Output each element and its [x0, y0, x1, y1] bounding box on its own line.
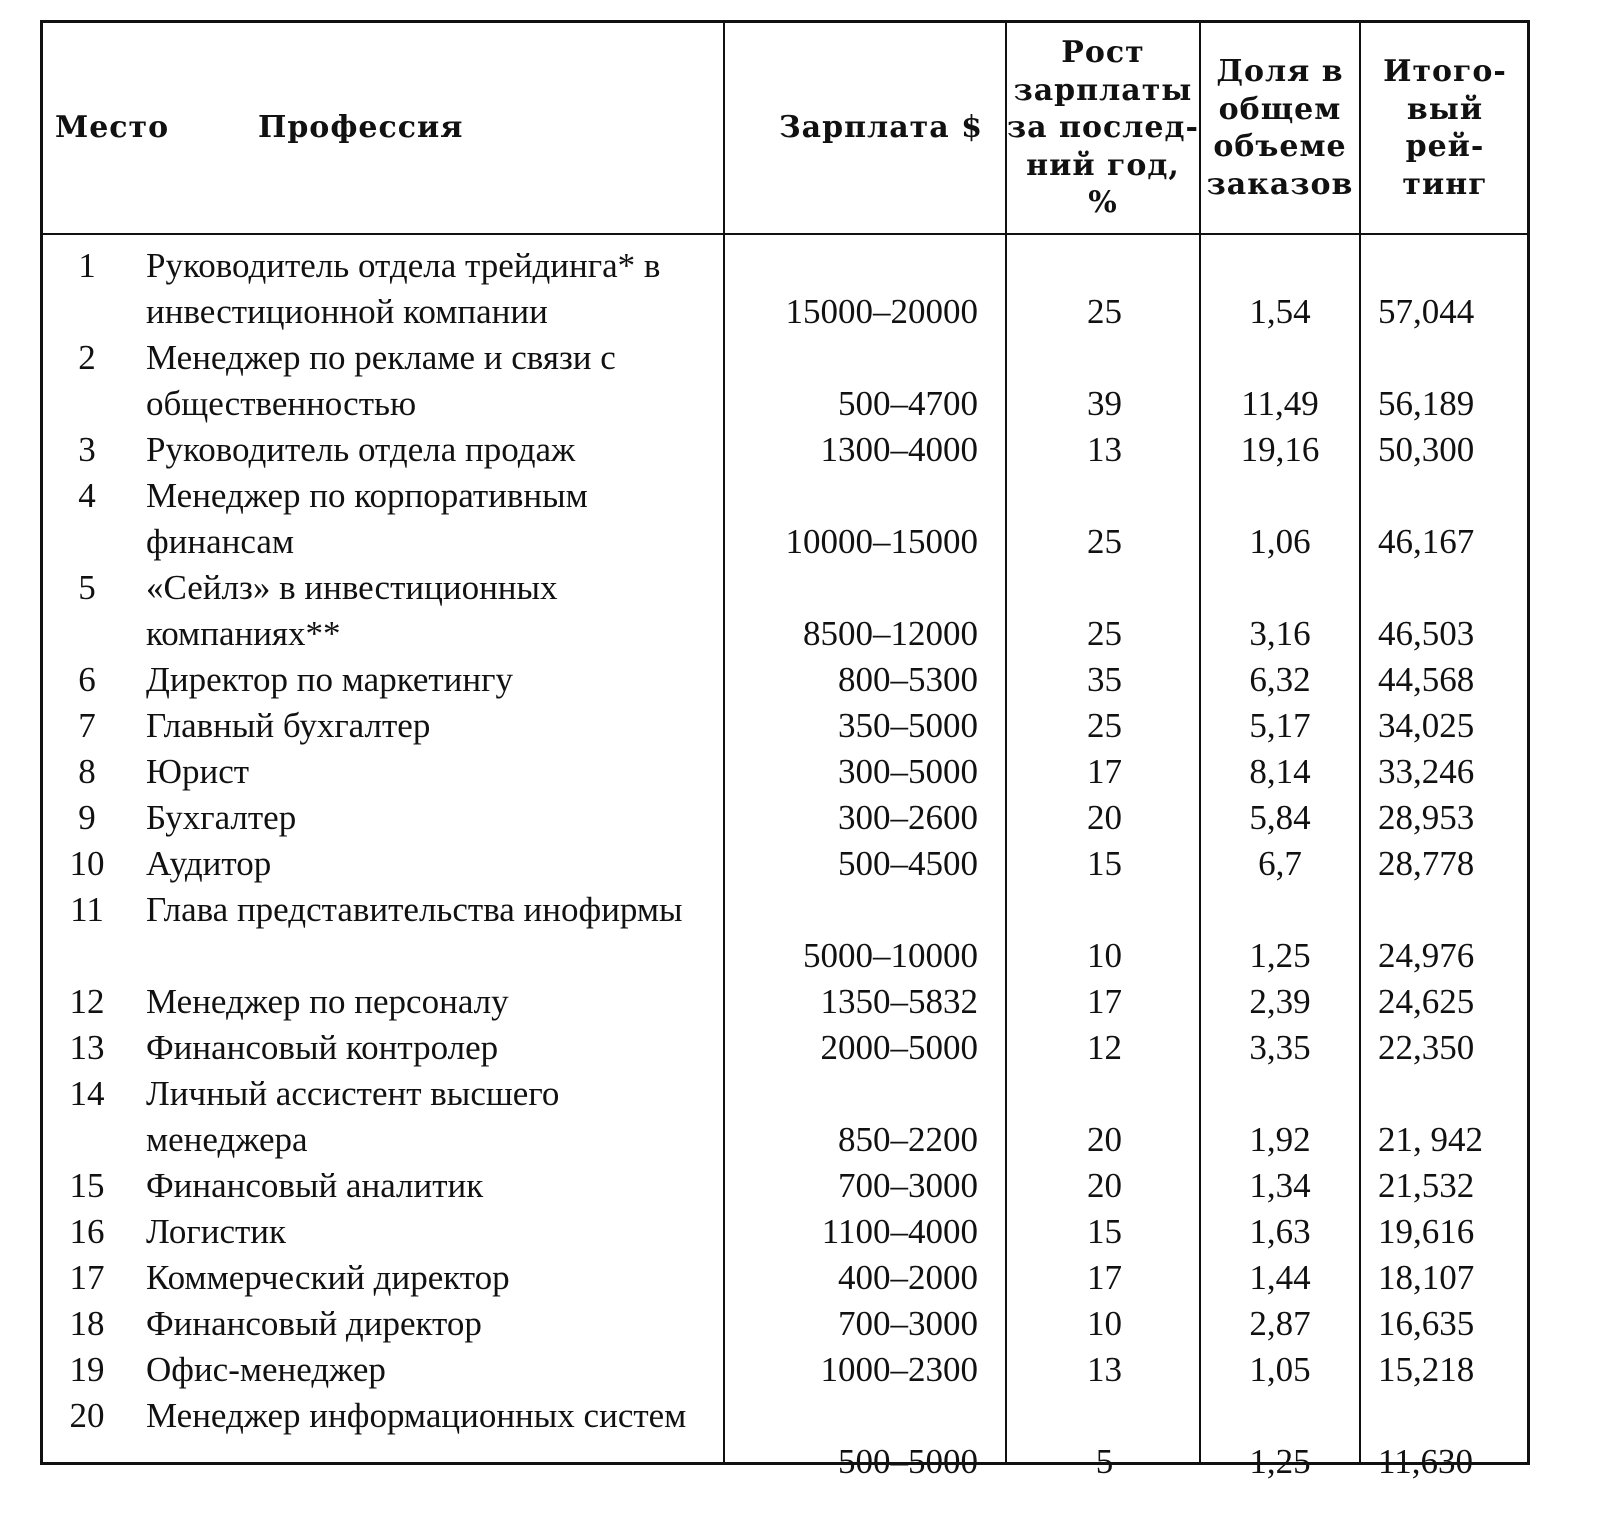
- share-cell: 6,32: [1249, 660, 1311, 699]
- salary-cell: 700–3000: [838, 1166, 978, 1205]
- rating-cell: 24,976: [1378, 936, 1475, 975]
- rating-cell: 28,953: [1378, 798, 1475, 837]
- profession-cell: Глава представительства инофирмы: [146, 890, 683, 929]
- profession-cell: Финансовый аналитик: [146, 1166, 484, 1205]
- growth-cell: 25: [1087, 706, 1122, 745]
- table-row: [43, 885, 1533, 977]
- growth-cell: 35: [1087, 660, 1122, 699]
- header-place: Место: [55, 110, 170, 146]
- salary-cell: 8500–12000: [803, 614, 978, 653]
- growth-cell: 17: [1087, 752, 1122, 791]
- growth-cell: 10: [1087, 1304, 1122, 1343]
- salary-cell: 400–2000: [838, 1258, 978, 1297]
- profession-cell: Бухгалтер: [146, 798, 297, 837]
- profession-cell: Менеджер по персоналу: [146, 982, 509, 1021]
- place-cell: 2: [78, 338, 96, 377]
- place-cell: 19: [69, 1350, 105, 1389]
- share-cell: 3,35: [1249, 1028, 1311, 1067]
- growth-cell: 25: [1087, 522, 1122, 561]
- salary-cell: 5000–10000: [803, 936, 978, 975]
- header-rating: Итого- вый рей- тинг: [1383, 54, 1507, 202]
- table-row: [43, 793, 1533, 839]
- share-cell: 1,63: [1249, 1212, 1311, 1251]
- share-cell: 5,84: [1249, 798, 1311, 837]
- share-cell: 1,44: [1249, 1258, 1311, 1297]
- share-cell: 2,87: [1249, 1304, 1311, 1343]
- share-cell: 1,06: [1249, 522, 1311, 561]
- salary-cell: 15000–20000: [785, 292, 978, 331]
- salary-cell: 1300–4000: [820, 430, 978, 469]
- salary-cell: 350–5000: [838, 706, 978, 745]
- growth-cell: 5: [1095, 1442, 1114, 1481]
- growth-cell: 13: [1087, 1350, 1122, 1389]
- place-cell: 8: [78, 752, 96, 791]
- growth-cell: 12: [1087, 1028, 1122, 1067]
- place-cell: 1: [78, 246, 96, 285]
- rating-cell: 46,503: [1378, 614, 1475, 653]
- place-cell: 5: [78, 568, 96, 607]
- profession-cell: Офис-менеджер: [146, 1350, 386, 1389]
- salary-cell: 10000–15000: [785, 522, 978, 561]
- rating-cell: 57,044: [1378, 292, 1475, 331]
- table-frame: [40, 20, 1530, 1481]
- share-cell: 1,25: [1249, 1442, 1311, 1481]
- profession-cell: Руководитель отдела трейдинга* в инвестиционной компании: [146, 246, 661, 331]
- share-cell: 6,7: [1258, 844, 1302, 883]
- growth-cell: 20: [1087, 1166, 1122, 1205]
- table-row: [43, 563, 1533, 655]
- growth-cell: 17: [1087, 1258, 1122, 1297]
- header-salary: Зарплата $: [779, 110, 983, 146]
- salary-cell: 700–3000: [838, 1304, 978, 1343]
- salary-cell: 2000–5000: [820, 1028, 978, 1067]
- rating-cell: 15,218: [1378, 1350, 1475, 1389]
- header-growth: Рост зарплаты за послед- ний год, %: [1007, 35, 1199, 221]
- place-cell: 3: [78, 430, 96, 469]
- growth-cell: 39: [1087, 384, 1122, 423]
- place-cell: 14: [69, 1074, 105, 1113]
- place-cell: 20: [69, 1396, 105, 1435]
- profession-cell: Менеджер по рекламе и связи с общественностью: [146, 338, 616, 423]
- rating-cell: 16,635: [1378, 1304, 1475, 1343]
- table-row: [43, 1069, 1533, 1161]
- growth-cell: 10: [1087, 936, 1122, 975]
- table-row: [43, 1253, 1533, 1299]
- profession-cell: Руководитель отдела продаж: [146, 430, 576, 469]
- share-cell: 3,16: [1249, 614, 1311, 653]
- rating-cell: 34,025: [1378, 706, 1475, 745]
- table-row: [43, 1391, 1533, 1483]
- table-row: [43, 655, 1533, 701]
- rating-cell: 56,189: [1378, 384, 1475, 423]
- profession-cell: Менеджер информационных систем: [146, 1396, 687, 1435]
- profession-cell: Финансовый контролер: [146, 1028, 499, 1067]
- place-cell: 13: [69, 1028, 105, 1067]
- growth-cell: 20: [1087, 798, 1122, 837]
- table-row: [43, 747, 1533, 793]
- header-profession: Профессия: [258, 110, 464, 146]
- rating-cell: 21, 942: [1378, 1120, 1483, 1159]
- place-cell: 17: [69, 1258, 105, 1297]
- table-row: [43, 471, 1533, 563]
- profession-cell: Коммерческий директор: [146, 1258, 510, 1297]
- place-cell: 15: [69, 1166, 105, 1205]
- share-cell: 1,25: [1249, 936, 1311, 975]
- growth-cell: 25: [1087, 292, 1122, 331]
- place-cell: 6: [78, 660, 96, 699]
- place-cell: 9: [78, 798, 96, 837]
- table-row: [43, 1345, 1533, 1391]
- share-cell: 1,05: [1249, 1350, 1311, 1389]
- table-row: [43, 1299, 1533, 1345]
- profession-cell: «Сейлз» в инвестиционных компаниях**: [146, 568, 558, 653]
- header-divider: [43, 233, 1527, 235]
- share-cell: 1,34: [1249, 1166, 1311, 1205]
- table-row: [43, 839, 1533, 885]
- salary-cell: 800–5300: [838, 660, 978, 699]
- rating-cell: 50,300: [1378, 430, 1475, 469]
- salary-cell: 1350–5832: [820, 982, 978, 1021]
- salary-cell: 300–5000: [838, 752, 978, 791]
- rating-cell: 18,107: [1378, 1258, 1475, 1297]
- share-cell: 8,14: [1249, 752, 1311, 791]
- profession-cell: Юрист: [146, 752, 250, 791]
- growth-cell: 20: [1087, 1120, 1122, 1159]
- place-cell: 4: [78, 476, 96, 515]
- salary-cell: 1000–2300: [820, 1350, 978, 1389]
- table-row: [43, 333, 1533, 425]
- share-cell: 1,54: [1249, 292, 1311, 331]
- rating-cell: 22,350: [1378, 1028, 1475, 1067]
- share-cell: 1,92: [1249, 1120, 1311, 1159]
- profession-cell: Директор по маркетингу: [146, 660, 513, 699]
- rating-cell: 46,167: [1378, 522, 1475, 561]
- share-cell: 11,49: [1241, 384, 1319, 423]
- profession-cell: Личный ассистент высшего менеджера: [146, 1074, 560, 1159]
- profession-cell: Логистик: [146, 1212, 287, 1251]
- place-cell: 10: [69, 844, 105, 883]
- salary-cell: 500–4500: [838, 844, 978, 883]
- growth-cell: 17: [1087, 982, 1122, 1021]
- rating-cell: 33,246: [1378, 752, 1475, 791]
- rating-cell: 28,778: [1378, 844, 1475, 883]
- salary-cell: 300–2600: [838, 798, 978, 837]
- share-cell: 5,17: [1249, 706, 1311, 745]
- growth-cell: 15: [1087, 1212, 1122, 1251]
- table-row: [43, 977, 1533, 1023]
- rating-cell: 44,568: [1378, 660, 1475, 699]
- place-cell: 18: [69, 1304, 105, 1343]
- rating-cell: 24,625: [1378, 982, 1475, 1021]
- place-cell: 12: [69, 982, 105, 1021]
- place-cell: 7: [78, 706, 96, 745]
- growth-cell: 15: [1087, 844, 1122, 883]
- table-row: [43, 1023, 1533, 1069]
- growth-cell: 25: [1087, 614, 1122, 653]
- profession-cell: Менеджер по корпоративным финансам: [146, 476, 588, 561]
- table-row: [43, 701, 1533, 747]
- profession-cell: Аудитор: [146, 844, 272, 883]
- table-row: [43, 1161, 1533, 1207]
- share-cell: 2,39: [1249, 982, 1311, 1021]
- salary-cell: 1100–4000: [821, 1212, 978, 1251]
- salary-cell: 500–5000: [838, 1442, 978, 1481]
- salary-cell: 500–4700: [838, 384, 978, 423]
- place-cell: 11: [70, 890, 104, 929]
- growth-cell: 13: [1087, 430, 1122, 469]
- rating-cell: 19,616: [1378, 1212, 1475, 1251]
- table-row: [43, 241, 1533, 333]
- rating-cell: 21,532: [1378, 1166, 1475, 1205]
- table-row: [43, 425, 1533, 471]
- profession-cell: Главный бухгалтер: [146, 706, 431, 745]
- rating-cell: 11,630: [1378, 1442, 1473, 1481]
- salary-cell: 850–2200: [838, 1120, 978, 1159]
- place-cell: 16: [69, 1212, 105, 1251]
- share-cell: 19,16: [1240, 430, 1320, 469]
- header-share: Доля в общем объеме заказов: [1206, 54, 1354, 202]
- table-row: [43, 1207, 1533, 1253]
- profession-cell: Финансовый директор: [146, 1304, 482, 1343]
